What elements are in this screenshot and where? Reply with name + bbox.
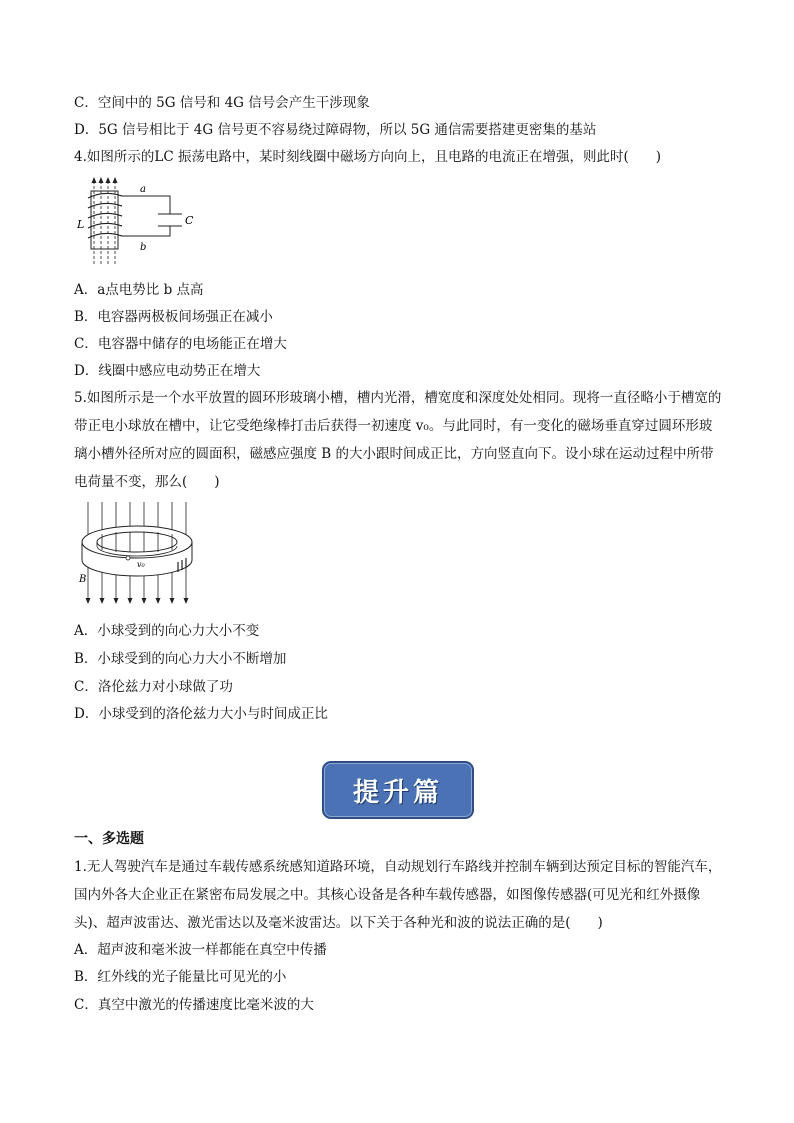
q5-option-a: A．小球受到的向心力大小不变 (74, 623, 260, 639)
question-4-stem: 4.如图所示的LC 振荡电路中，某时刻线圈中磁场方向向上，且电路的电流正在增强，则此时( ) (74, 149, 661, 165)
q5-option-d: D．小球受到的洛伦兹力大小与时间成正比 (74, 706, 328, 722)
question-1-stem: 1.无人驾驶汽车是通过车载传感系统感知道路环境，自动规划行车路线并控制车辆到达预定目标的智能汽车，国内外各大企业正在紧密布局发展之中。其核心设备是各种车载传感器，如图像传感器(可见光和红外摄像头)、超声波雷达、激光雷达以及毫米波雷达。以下关于各种光和波的说法正确的是( ) (74, 859, 722, 931)
label-b: b (140, 242, 147, 253)
question-5-stem: 5.如图所示是一个水平放置的圆环形玻璃小槽，槽内光滑，槽宽度和深度处处相同。现将一直径略小于槽宽的带正电小球放在槽中，让它受绝缘棒打击后获得一初速度 v₀。与此同时，有一变化的磁场垂直穿过圆环形玻璃小槽外径所对应的圆面积，磁感应强度 B 的大小跟时间成正比，方向竖直向下。设小球在运动过程中所带电荷量不变，那么( ) (74, 390, 722, 490)
label-B: B (79, 574, 87, 585)
banner-title: 提升篇 (352, 777, 443, 808)
q5-option-b: B．小球受到的向心力大小不断增加 (74, 651, 287, 667)
label-a: a (140, 184, 146, 195)
section-banner (322, 761, 474, 819)
q4-option-b: B．电容器两极板间场强正在减小 (74, 309, 273, 325)
option-d: D．5G 信号相比于 4G 信号更不容易绕过障碍物，所以 5G 通信需要搭建更密集的基站 (74, 122, 597, 138)
label-L: L (77, 218, 85, 231)
q1-option-c: C．真空中激光的传播速度比毫米波的大 (74, 997, 314, 1013)
label-C: C (185, 214, 194, 227)
glass-ring-figure (74, 500, 204, 610)
q1-option-b: B．红外线的光子能量比可见光的小 (74, 969, 287, 985)
option-c: C．空间中的 5G 信号和 4G 信号会产生干涉现象 (74, 95, 370, 111)
section-heading: 一、多选题 (74, 831, 144, 847)
q4-option-a: A．a点电势比 b 点高 (74, 282, 204, 298)
lc-circuit-figure (74, 176, 204, 266)
label-v0: v₀ (137, 560, 145, 569)
q4-option-c: C．电容器中储存的电场能正在增大 (74, 336, 287, 352)
q4-option-d: D．线圈中感应电动势正在增大 (74, 363, 261, 379)
q5-option-c: C．洛伦兹力对小球做了功 (74, 679, 233, 695)
q1-option-a: A．超声波和毫米波一样都能在真空中传播 (74, 942, 327, 958)
